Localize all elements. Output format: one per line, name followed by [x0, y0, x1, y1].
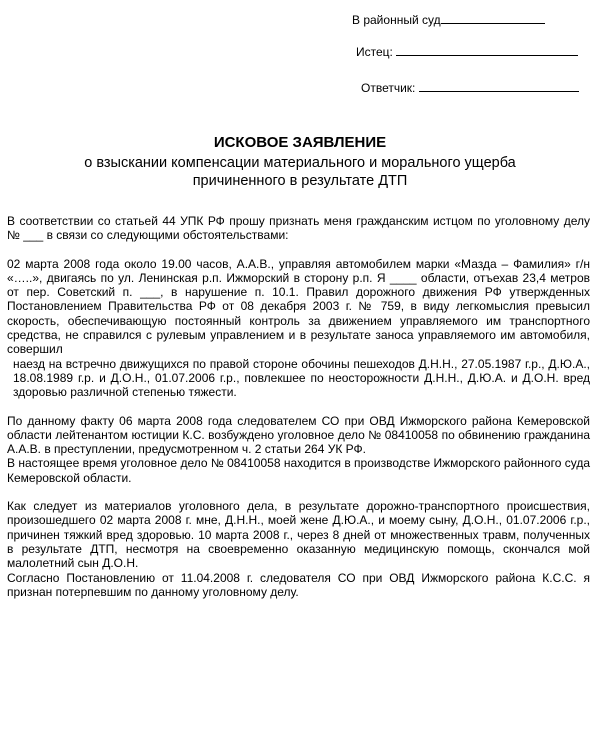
document-title: ИСКОВОЕ ЗАЯВЛЕНИЕ: [213, 134, 387, 151]
paragraph-incident: 02 марта 2008 года около 19.00 часов, А.А.В., управляя автомобилем марки «Мазда – Фамилия» г/н «…..», двигаясь по ул. Ленинская р.п. Ижморский в сторону р.п. Я ____ области, отъехав 23,4 метров от пер. Советский п. ___, в нарушение п. 10.1. Правил дорожного движения РФ утвержденных Постановлением Правительства РФ от 08 декабря 2003 г. № 759, в виду легкомыслия превысил скорость, обеспечивающую постоянный контроль за движением управляемого им транспортного средства, не справился с рулевым управлением и в результате заноса управляемого им автомобиля, совершил: [7, 256, 590, 357]
paragraph-case-opened: По данному факту 06 марта 2008 года следователем СО при ОВД Ижморского района Кемеровской области лейтенантом юстиции К.С. возбуждено уголовное дело № 08410058 по обвинению гражданина А.А.В. в преступлении, предусмотренном ч. 2 статьи 264 УК РФ.: [7, 413, 590, 457]
paragraph-consequences: Как следует из материалов уголовного дела, в результате дорожно-транспортного происшествия, произошедшего 02 марта 2008 г. мне, Д.Н.Н., моей жене Д.Ю.А., и моему сыну, Д.О.Н., 01.07.2006 г.р., причинен тяжкий вред здоровью. 10 марта 2008 г., через 8 дней от множественных травм, полученных в результате ДТП, несмотря на своевременно оказанную медицинскую помощь, скончался мой малолетний сын Д.О.Н.: [7, 499, 590, 571]
court-label: В районный суд: [352, 13, 441, 27]
paragraph-intro: В соответствии со статьей 44 УПК РФ прошу признать меня гражданским истцом по уголовному делу № ___ в связи со следующими обстоятельствами:: [7, 214, 590, 243]
defendant-label: Ответчик:: [361, 81, 416, 95]
document-body: [7, 214, 590, 599]
plaintiff-field: [356, 44, 578, 59]
document-subtitle: о взыскании компенсации материального и морального ущерба причиненного в результате ДТП: [84, 155, 516, 189]
defendant-field: [361, 80, 579, 95]
plaintiff-blank-line: [396, 44, 578, 56]
paragraph-case-status: В настоящее время уголовное дело № 08410058 находится в производстве Ижморского районного суда Кемеровской области.: [7, 456, 590, 485]
court-blank-line: [441, 12, 545, 24]
plaintiff-label: Истец:: [356, 45, 393, 59]
court-field: [352, 12, 545, 27]
paragraph-incident-continued: наезд на встречно движущихся по правой стороне обочины пешеходов Д.Н.Н., 27.05.1987 г.р., Д.Ю.А., 18.08.1989 г.р. и Д.О.Н., 01.07.2006 г.р., повлекшее по неосторожности Д.Н.Н., Д.Ю.А. и Д.О.Н. вред здоровью различной степенью тяжести.: [13, 356, 590, 400]
paragraph-victim-status: Согласно Постановлению от 11.04.2008 г. следователя СО при ОВД Ижморского района К.С.С. я признан потерпевшим по данному уголовному делу.: [7, 570, 590, 599]
defendant-blank-line: [419, 80, 579, 92]
